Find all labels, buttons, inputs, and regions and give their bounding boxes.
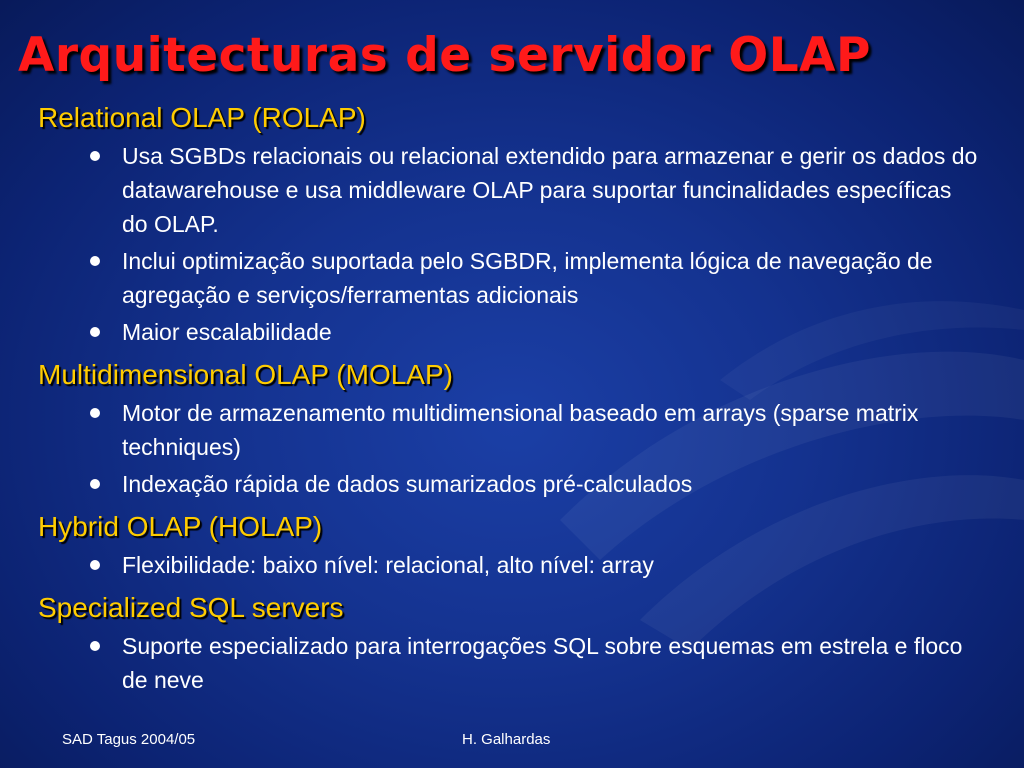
bullet-text: Inclui optimização suportada pelo SGBDR, implementa lógica de navegação de agregação e serviços/ferramentas adicionais xyxy=(122,248,933,308)
bullet-item xyxy=(38,548,978,582)
bullet-item xyxy=(38,629,978,697)
bullet-text: Usa SGBDs relacionais ou relacional extendido para armazenar e gerir os dados do datawarehouse e usa middleware OLAP para suportar funcinalidades específicas do OLAP. xyxy=(122,143,978,237)
bullet-item xyxy=(38,315,978,349)
molap-bullet-list xyxy=(38,396,978,501)
bullet-dot-icon xyxy=(90,256,100,266)
footer-author: H. Galhardas xyxy=(462,731,551,748)
bullet-text: Maior escalabilidade xyxy=(122,319,332,345)
bullet-dot-icon xyxy=(90,408,100,418)
bullet-dot-icon xyxy=(90,479,100,489)
section-heading-sql-servers: Specialized SQL servers xyxy=(38,592,344,623)
bullet-item xyxy=(38,244,978,312)
section-heading-holap: Hybrid OLAP (HOLAP) xyxy=(38,511,323,542)
holap-bullet-list xyxy=(38,548,978,582)
bullet-text: Suporte especializado para interrogações SQL sobre esquemas em estrela e floco de neve xyxy=(122,633,963,693)
slide-body xyxy=(38,100,978,697)
bullet-dot-icon xyxy=(90,327,100,337)
slide-title: Arquitecturas de servidor OLAP xyxy=(18,28,871,83)
bullet-dot-icon xyxy=(90,641,100,651)
footer-course: SAD Tagus 2004/05 xyxy=(62,731,196,748)
bullet-text: Indexação rápida de dados sumarizados pré-calculados xyxy=(122,471,693,497)
bullet-item xyxy=(38,139,978,241)
bullet-dot-icon xyxy=(90,151,100,161)
rolap-bullet-list xyxy=(38,139,978,349)
bullet-text: Motor de armazenamento multidimensional baseado em arrays (sparse matrix techniques) xyxy=(122,400,919,460)
bullet-item xyxy=(38,467,978,501)
bullet-dot-icon xyxy=(90,560,100,570)
bullet-text: Flexibilidade: baixo nível: relacional, alto nível: array xyxy=(122,552,654,578)
section-heading-molap: Multidimensional OLAP (MOLAP) xyxy=(38,359,453,390)
bullet-item xyxy=(38,396,978,464)
section-heading-rolap: Relational OLAP (ROLAP) xyxy=(38,102,366,133)
sql-servers-bullet-list xyxy=(38,629,978,697)
